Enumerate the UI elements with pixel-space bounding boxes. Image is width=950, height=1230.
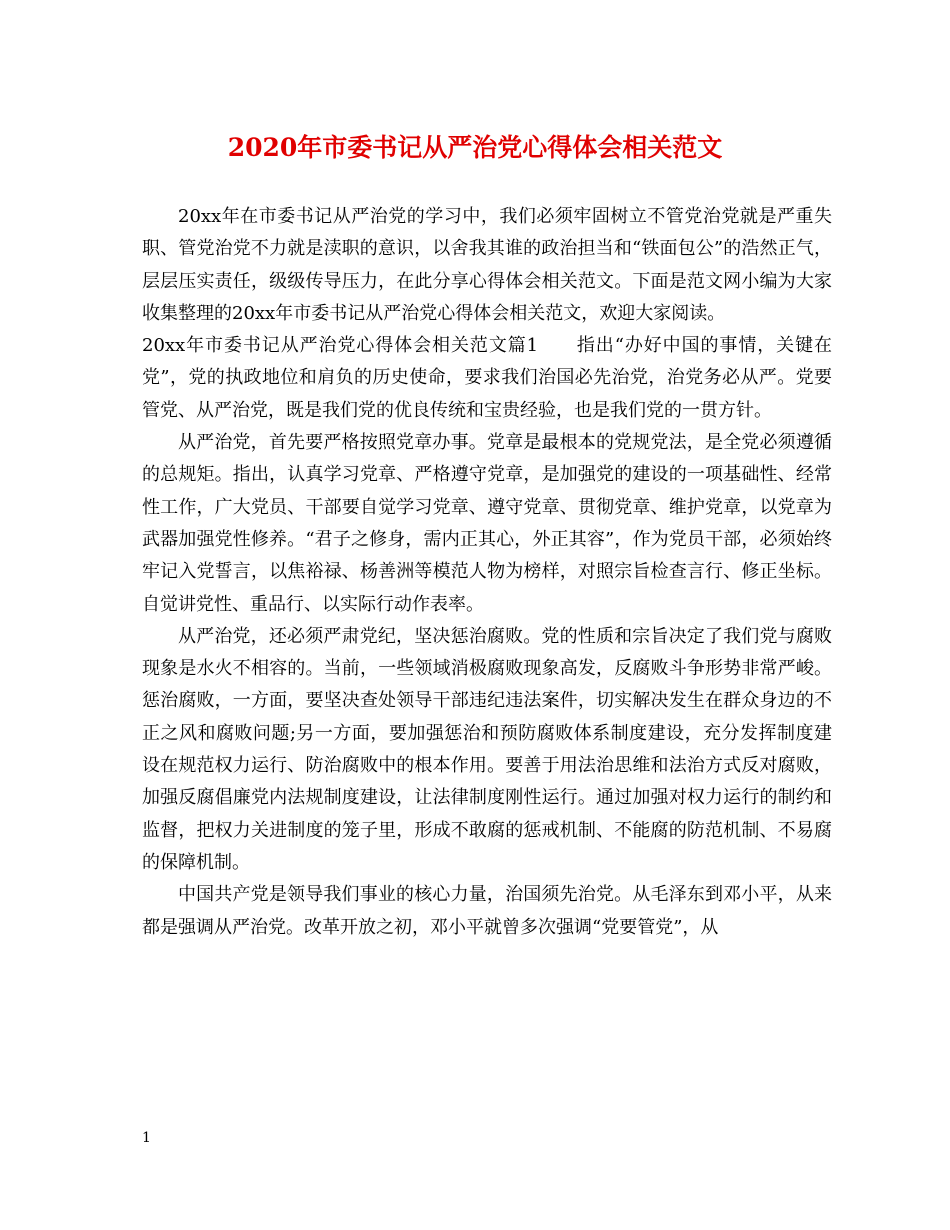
paragraph-party-constitution: 从严治党，首先要严格按照党章办事。党章是最根本的党规党法，是全党必须遵循的总规矩。指出，认真学习党章、严格遵守党章，是加强党的建设的一项基础性、经常性工作，广大党员、干部要自觉学习党章、遵守党章、贯彻党章、维护党章，以党章为武器加强党性修养。“君子之修身，需内正其心，外正其容”，作为党员干部，必须始终牢记入党誓言，以焦裕禄、杨善洲等模范人物为榜样，对照宗旨检查言行、修正坐标。自觉讲党性、重品行、以实际行动作表率。 <box>142 432 832 615</box>
document-title: 2020年市委书记从严治党心得体会相关范文 <box>227 133 723 162</box>
document-body <box>142 201 832 944</box>
paragraph-party-history: 中国共产党是领导我们事业的核心力量，治国须先治党。从毛泽东到邓小平，从来都是强调从严治党。改革开放之初，邓小平就曾多次强调“党要管党”，从 <box>142 884 832 938</box>
paragraph-intro: 20xx年在市委书记从严治党的学习中，我们必须牢固树立不管党治党就是严重失职、管党治党不力就是渎职的意识，以舍我其谁的政治担当和“铁面包公”的浩然正气，层层压实责任，级级传导压力，在此分享心得体会相关范文。下面是范文网小编为大家收集整理的20xx年市委书记从严治党心得体会相关范文，欢迎大家阅读。 <box>142 206 832 324</box>
page-number: 1 <box>142 1130 151 1146</box>
paragraph-section-1: 20xx年市委书记从严治党心得体会相关范文篇1 指出“办好中国的事情，关键在党”，党的执政地位和肩负的历史使命，要求我们治国必先治党，治党务必从严。党要管党、从严治党，既是我们党的优良传统和宝贵经验，也是我们党的一贯方针。 <box>142 335 832 421</box>
paragraph-anti-corruption: 从严治党，还必须严肃党纪，坚决惩治腐败。党的性质和宗旨决定了我们党与腐败现象是水火不相容的。当前，一些领域消极腐败现象高发，反腐败斗争形势非常严峻。惩治腐败，一方面，要坚决查处领导干部违纪违法案件，切实解决发生在群众身边的不正之风和腐败问题;另一方面，要加强惩治和预防腐败体系制度建设，充分发挥制度建设在规范权力运行、防治腐败中的根本作用。要善于用法治思维和法治方式反对腐败，加强反腐倡廉党内法规制度建设，让法律制度刚性运行。通过加强对权力运行的制约和监督，把权力关进制度的笼子里，形成不敢腐的惩戒机制、不能腐的防范机制、不易腐的保障机制。 <box>142 625 832 873</box>
